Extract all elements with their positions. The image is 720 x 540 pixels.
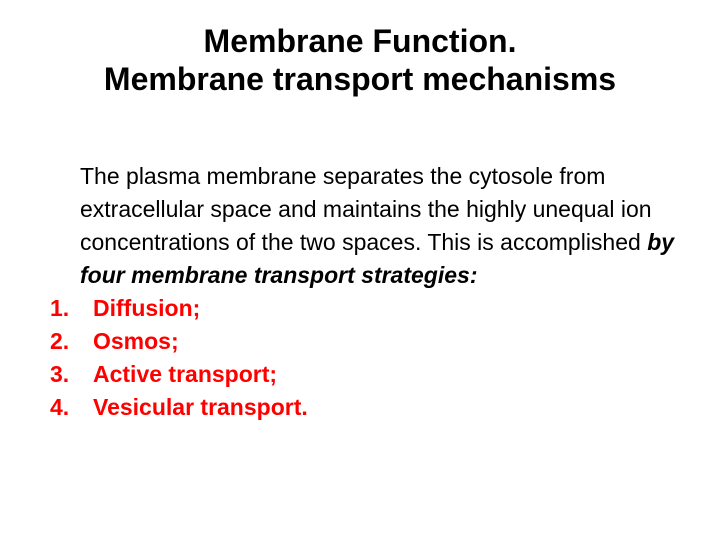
list-item [50,325,700,358]
list-item-number: 3. [50,361,70,387]
list-item-text: Diffusion; [93,295,201,321]
intro-emphasis: by four membrane transport strategies: [80,229,675,288]
slide-title [40,22,680,98]
list-item [50,292,700,325]
intro-text: The plasma membrane separates the cytosole from extracellular space and maintains the highly unequal ion concentrations of the two spaces. This is accomplished [80,163,652,255]
slide-body [50,160,700,424]
list-item-text: Vesicular transport. [93,394,308,420]
list-item-text: Active transport; [93,361,278,387]
list-item [50,358,700,391]
title-line-1: Membrane Function. [203,23,517,59]
title-line-2: Membrane transport mechanisms [103,61,617,97]
list-item-number: 2. [50,328,70,354]
strategy-list [50,292,700,424]
list-item-number: 1. [50,295,70,321]
list-item [50,391,700,424]
list-item-text: Osmos; [93,328,179,354]
intro-paragraph [80,160,700,292]
list-item-number: 4. [50,394,70,420]
